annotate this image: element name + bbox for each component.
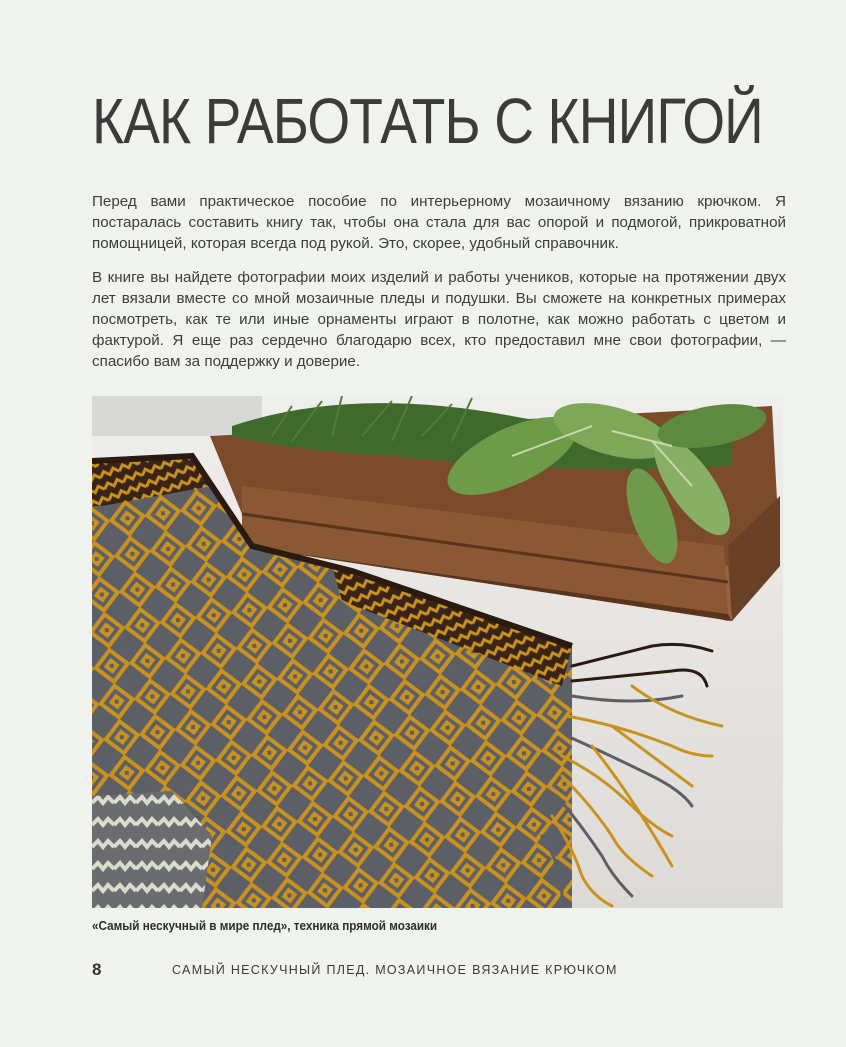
photo-caption: «Самый нескучный в мире плед», техника прямой мозаики — [92, 918, 438, 933]
page-title: КАК РАБОТАТЬ С КНИГОЙ — [92, 85, 763, 157]
intro-paragraph: Перед вами практическое пособие по интерьерному мозаичному вязанию крючком. Я постаралась составить книгу так, чтобы она стала для вас опорой и подмогой, прикроватной помощницей, которая всегда под рукой. Это, скорее, удобный справочник. — [92, 193, 786, 252]
blanket-photo — [92, 396, 783, 908]
page-number: 8 — [92, 960, 102, 979]
body-paragraph: В книге вы найдете фотографии моих изделий и работы учеников, которые на протяжении двух лет вязали вместе со мной мозаичные пледы и подушки. Вы сможете на конкретных примерах посмотреть, как те или иные орнаменты играют в полотне, как можно работать с цветом и фактурой. Я еще раз сердечно благодарю всех, кто предоставил мне свои фотографии, — спасибо вам за поддержку и доверие. — [92, 269, 786, 370]
running-header: САМЫЙ НЕСКУЧНЫЙ ПЛЕД. МОЗАИЧНОЕ ВЯЗАНИЕ КРЮЧКОМ — [172, 963, 618, 977]
blanket-photo-illustration — [92, 396, 783, 908]
